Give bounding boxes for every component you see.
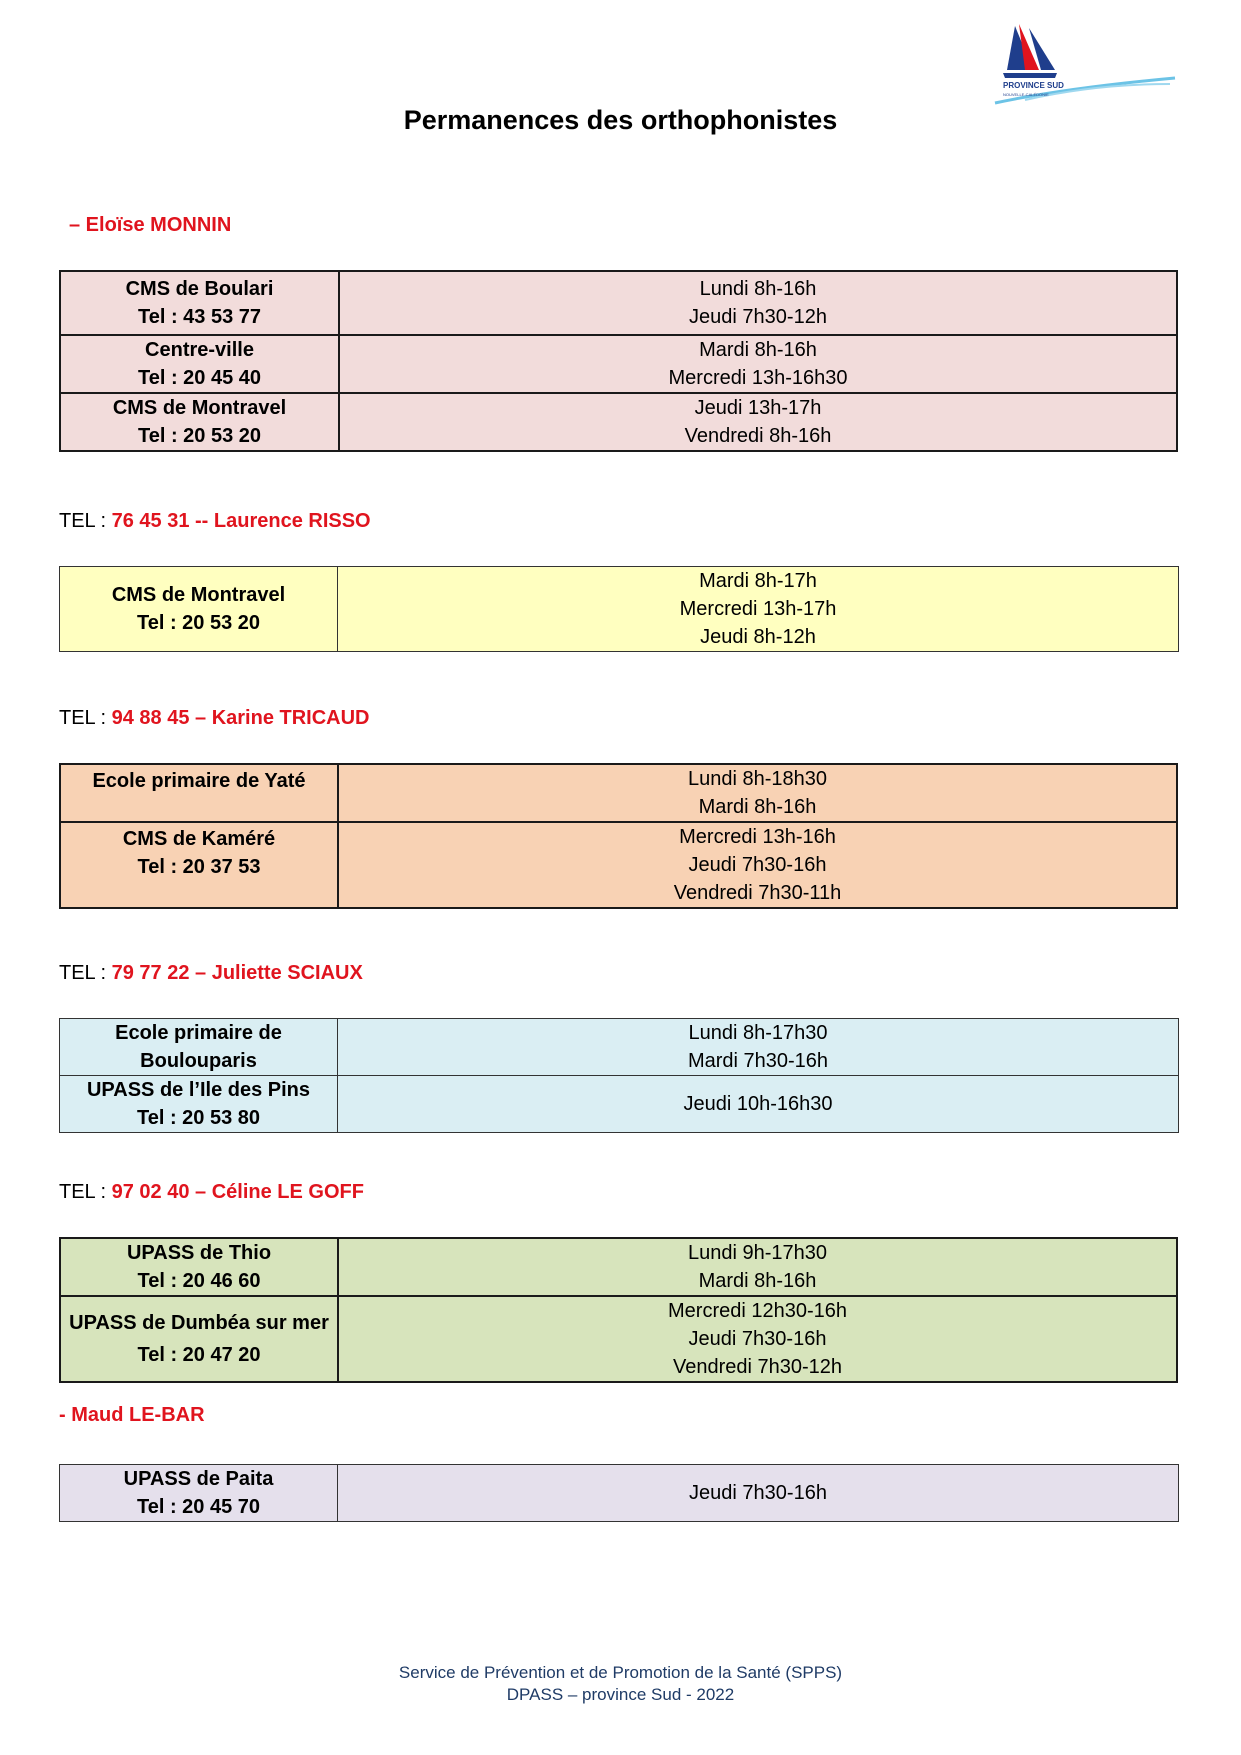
schedule-table-monnin — [59, 270, 1178, 452]
section-label-risso — [59, 510, 371, 533]
page-title: Permanences des orthophonistes — [403, 105, 838, 135]
schedule-table-sciaux — [59, 1018, 1179, 1133]
table-row: Centre-ville Tel : 20 45 40 Mardi 8h-16h Mercredi 13h-16h30 — [60, 335, 1177, 393]
table-row: CMS de Montravel Tel : 20 53 20 Jeudi 13h-17h Vendredi 8h-16h — [60, 393, 1177, 451]
tel-prefix: TEL : — [59, 707, 112, 729]
table-row: Ecole primaire de Boulouparis Lundi 8h-17h30 Mardi 7h30-16h — [60, 1019, 1179, 1076]
footer-line-1: Service de Prévention et de Promotion de la Santé (SPPS) — [398, 1663, 843, 1682]
section-name: – Eloïse MONNIN — [69, 214, 232, 236]
schedule-table-lebar — [59, 1464, 1179, 1522]
table-row: UPASS de l’Ile des Pins Tel : 20 53 80 Jeudi 10h-16h30 — [60, 1076, 1179, 1133]
tel-prefix: TEL : — [59, 510, 112, 532]
section-label-tricaud — [59, 707, 370, 730]
table-row: CMS de Boulari Tel : 43 53 77 Lundi 8h-16h Jeudi 7h30-12h — [60, 271, 1177, 335]
table-row: CMS de Montravel Tel : 20 53 20 Mardi 8h-17h Mercredi 13h-17h Jeudi 8h-12h — [60, 567, 1179, 652]
tel-prefix: TEL : — [59, 1181, 112, 1203]
footer — [0, 1662, 1241, 1706]
section-label-legoff — [59, 1181, 364, 1204]
table-row: UPASS de Dumbéa sur mer Tel : 20 47 20 Mercredi 12h30-16h Jeudi 7h30-16h Vendredi 7h30-12h — [60, 1296, 1177, 1382]
table-row: UPASS de Thio Tel : 20 46 60 Lundi 9h-17h30 Mardi 8h-16h — [60, 1238, 1177, 1296]
section-name: 79 77 22 – Juliette SCIAUX — [111, 962, 363, 984]
section-label-sciaux — [59, 962, 363, 985]
schedule-table-legoff — [59, 1237, 1178, 1383]
table-row: Ecole primaire de Yaté Lundi 8h-18h30 Mardi 8h-16h — [60, 764, 1177, 822]
schedule-table-tricaud — [59, 763, 1178, 909]
tel-prefix: TEL : — [59, 962, 112, 984]
section-name: 97 02 40 – Céline LE GOFF — [111, 1181, 364, 1203]
table-row: UPASS de Paita Tel : 20 45 70 Jeudi 7h30-16h — [60, 1465, 1179, 1522]
logo-text: PROVINCE SUD — [1003, 81, 1064, 90]
section-name: - Maud LE-BAR — [59, 1404, 205, 1426]
table-row: CMS de Kaméré Tel : 20 37 53 Mercredi 13h-16h Jeudi 7h30-16h Vendredi 7h30-11h — [60, 822, 1177, 908]
section-label-lebar — [59, 1404, 205, 1427]
section-name: 94 88 45 – Karine TRICAUD — [111, 707, 370, 729]
section-label-monnin — [69, 214, 231, 237]
province-sud-logo — [985, 18, 1185, 108]
logo-tagline: NOUVELLE-CALÉDONIE — [1003, 92, 1049, 97]
section-name: 76 45 31 -- Laurence RISSO — [111, 510, 371, 532]
footer-line-2: DPASS – province Sud - 2022 — [506, 1685, 735, 1704]
schedule-table-risso — [59, 566, 1179, 652]
